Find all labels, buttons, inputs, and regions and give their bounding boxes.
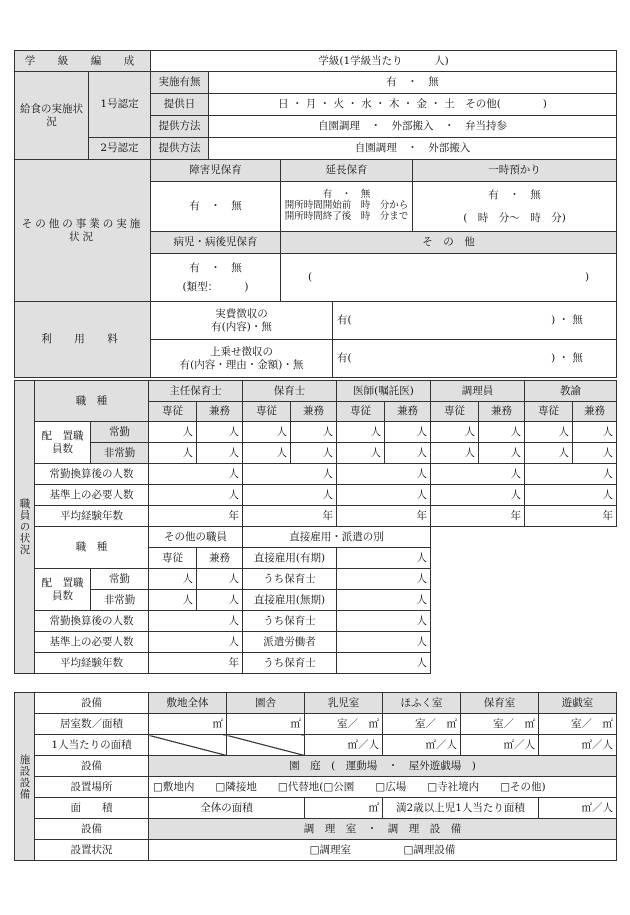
senju-header: 専従	[525, 402, 573, 422]
hijokin-label: 非常勤	[91, 590, 149, 611]
per-label: 1人当たりの面積	[35, 735, 149, 756]
riyoryo-r2-label	[151, 340, 333, 378]
nin-cell: 人	[431, 464, 525, 485]
sonota-label: その他の事業の実施状況	[15, 160, 151, 302]
menseki-label: 面 積	[35, 798, 149, 819]
shitsu-cell: 室／ ㎡	[461, 714, 539, 735]
teien-header: 園 庭 ( 運動場 ・ 屋外遊戯場 )	[149, 756, 617, 777]
nen-cell: 年	[149, 506, 243, 527]
nin-cell: 人	[525, 464, 617, 485]
sonota-v4a: 有 ・ 無	[189, 262, 242, 275]
nin-cell: 人	[149, 422, 197, 443]
nin-cell: 人	[573, 422, 617, 443]
kenmu-header: 兼務	[479, 402, 525, 422]
senju-header: 専従	[337, 402, 385, 422]
kyushoku-row-value: 日 ・ 月 ・ 火 ・ 水 ・ 木 ・ 金 ・ 土 その他( )	[209, 94, 617, 116]
sonota-v2c: 開所時間終了後 時 分まで	[284, 210, 409, 222]
m2-cell: ㎡	[305, 798, 383, 819]
nin-cell: 人	[525, 443, 573, 464]
nin-cell: 人	[291, 422, 337, 443]
chori-header: 調 理 室 ・ 調 理 設 備	[149, 819, 617, 840]
nin-cell: 人	[337, 653, 431, 674]
jokyo-options: □調理室 □調理設備	[149, 840, 617, 861]
kenmu-header: 兼務	[197, 548, 243, 569]
nin-cell: 人	[385, 422, 431, 443]
sonota-v2b: 開所時間開始前 時 分から	[284, 200, 409, 212]
basho-options: □敷地内 □隣接地 □代替地(□公園 □広場 □寺社境内 □その他)	[149, 777, 617, 798]
shisetsu-label: 施設設備	[15, 693, 35, 861]
nin-cell: 人	[337, 485, 431, 506]
zentai-label: 全体の面積	[149, 798, 305, 819]
nin-cell: 人	[149, 590, 197, 611]
nen-cell: 年	[431, 506, 525, 527]
jokin-row	[15, 422, 617, 443]
senju-header: 専従	[149, 402, 197, 422]
kyushoku-row-label: 提供日	[151, 94, 209, 116]
m2-cell: ㎡	[149, 714, 227, 735]
shitsu-cell: 室／ ㎡	[539, 714, 617, 735]
sonota-v3b: ( 時 分～ 時 分)	[463, 211, 566, 224]
riyoryo-r1a: 実費徴収の	[215, 308, 268, 321]
nin-cell: 人	[337, 548, 431, 569]
nin-cell: 人	[149, 443, 197, 464]
nin-cell: 人	[525, 422, 573, 443]
nin-cell: 人	[243, 485, 337, 506]
facility-col: 敷地全体	[149, 693, 227, 714]
sonota-v4b: (類型： )	[182, 280, 249, 293]
facility-col: 保育室	[461, 693, 539, 714]
shitsu-cell: 室／ ㎡	[383, 714, 461, 735]
sonota-h1: 障害児保育	[151, 160, 281, 182]
chokusetsu-row-label: うち保育士	[243, 569, 337, 590]
kyushoku-row-value: 有 ・ 無	[209, 72, 617, 94]
m2-per-cell: ㎡／人	[383, 735, 461, 756]
nin-cell: 人	[197, 422, 243, 443]
form-table-facility	[14, 692, 617, 861]
nin-cell: 人	[385, 443, 431, 464]
kansan-label: 常勤換算後の人数	[35, 464, 149, 485]
m2-per-cell: ㎡／人	[539, 798, 617, 819]
m2-per-cell: ㎡／人	[461, 735, 539, 756]
nin-cell: 人	[479, 443, 525, 464]
sonota-v4	[151, 254, 281, 302]
riyoryo-r2b: 有(内容・理由・金額)・無	[179, 358, 304, 371]
shokushu-label: 職 種	[35, 381, 149, 422]
riyoryo-r2-value: 有( ) ・ 無	[333, 340, 617, 378]
kyushoku-2go: 2号認定	[89, 138, 151, 160]
kyushoku-row-value: 自園調理 ・ 外部搬入	[209, 138, 617, 160]
m2-per-cell: ㎡／人	[305, 735, 383, 756]
type-header: 調理員	[431, 381, 525, 402]
kyushoku-row-label: 提供方法	[151, 138, 209, 160]
hitsuyo-label: 基準上の必要人数	[35, 485, 149, 506]
sonota-v2a: 有 ・ 無	[322, 189, 371, 201]
nin-cell: 人	[149, 569, 197, 590]
riyoryo-label: 利 用 料	[15, 302, 151, 378]
man2-label: 満2歳以上児1人当たり面積	[383, 798, 539, 819]
facility-col: 乳児室	[305, 693, 383, 714]
other-staff-header: その他の職員	[149, 527, 243, 548]
nin-cell: 人	[149, 485, 243, 506]
shokushu-label-2: 職 種	[35, 527, 149, 569]
nin-cell: 人	[243, 422, 291, 443]
basho-label: 設置場所	[35, 777, 149, 798]
senju-header: 専従	[431, 402, 479, 422]
sonota-v3a: 有 ・ 無	[488, 189, 541, 202]
shokuin-label: 職員の状況	[15, 381, 35, 674]
shitsu-cell: 室／ ㎡	[305, 714, 383, 735]
nen-cell: 年	[525, 506, 617, 527]
riyoryo-r2a: 上乗せ徴収の	[210, 346, 273, 359]
facility-col: 園舎	[227, 693, 305, 714]
nin-cell: 人	[243, 464, 337, 485]
riyoryo-r1-value: 有( ) ・ 無	[333, 302, 617, 340]
kansan-label-2: 常勤換算後の人数	[35, 611, 149, 632]
sonota-v5: ( )	[281, 254, 617, 302]
m2-cell: ㎡	[227, 714, 305, 735]
sonota-v1: 有 ・ 無	[151, 182, 281, 232]
nin-cell: 人	[573, 443, 617, 464]
nin-cell: 人	[337, 443, 385, 464]
kyushoku-label: 給食の実施状況	[15, 72, 89, 160]
chokusetsu-row-label: 直接雇用(有期)	[243, 548, 337, 569]
type-header: 教諭	[525, 381, 617, 402]
type-header: 医師(嘱託医)	[337, 381, 431, 402]
nin-cell: 人	[337, 632, 431, 653]
nin-cell: 人	[525, 485, 617, 506]
setsubi-label: 設備	[35, 693, 149, 714]
gakkyu-label: 学 級 編 成	[15, 51, 151, 72]
senju-header: 専従	[149, 548, 197, 569]
chokusetsu-row-label: うち保育士	[243, 611, 337, 632]
gakkyu-value: 学級(1学級当たり 人)	[151, 51, 617, 72]
kenmu-header: 兼務	[385, 402, 431, 422]
nin-cell: 人	[337, 464, 431, 485]
kenmu-header: 兼務	[291, 402, 337, 422]
nin-cell: 人	[431, 485, 525, 506]
nin-cell: 人	[337, 590, 431, 611]
diagonal-cell	[227, 735, 305, 756]
jokin-label: 常勤	[91, 422, 149, 443]
nin-cell: 人	[243, 443, 291, 464]
facility-col: ほふく室	[383, 693, 461, 714]
type-header: 主任保育士	[149, 381, 243, 402]
setsubi-label: 設備	[35, 819, 149, 840]
haichi-label: 配 置職員数	[35, 422, 91, 464]
kenmu-header: 兼務	[197, 402, 243, 422]
sonota-h4: 病児・病後児保育	[151, 232, 281, 254]
m2-per-cell: ㎡／人	[539, 735, 617, 756]
form-table-staff	[14, 380, 617, 674]
blank-area	[431, 527, 617, 674]
chokusetsu-header: 直接雇用・派遣の別	[243, 527, 431, 548]
keiken-label-2: 平均経験年数	[35, 653, 149, 674]
setsubi-label: 設備	[35, 756, 149, 777]
nin-cell: 人	[431, 422, 479, 443]
form-table-upper	[14, 50, 617, 378]
sonota-h5: そ の 他	[281, 232, 617, 254]
riyoryo-r1-label	[151, 302, 333, 340]
chokusetsu-row-label: 直接雇用(無期)	[243, 590, 337, 611]
nin-cell: 人	[149, 464, 243, 485]
nin-cell: 人	[197, 443, 243, 464]
kyushoku-row-label: 提供方法	[151, 116, 209, 138]
nin-cell: 人	[337, 569, 431, 590]
kyushoku-row-value: 自園調理 ・ 外部搬入 ・ 弁当持参	[209, 116, 617, 138]
nin-cell: 人	[291, 443, 337, 464]
nen-cell: 年	[149, 653, 243, 674]
sonota-h2: 延長保育	[281, 160, 413, 182]
type-header: 保育士	[243, 381, 337, 402]
keiken-label: 平均経験年数	[35, 506, 149, 527]
diagonal-cell	[149, 735, 227, 756]
jokyo-label: 設置状況	[35, 840, 149, 861]
sonota-v2	[281, 182, 413, 232]
nin-cell: 人	[337, 422, 385, 443]
sonota-v3	[413, 182, 617, 232]
nen-cell: 年	[337, 506, 431, 527]
nin-cell: 人	[431, 443, 479, 464]
nin-cell: 人	[197, 569, 243, 590]
riyoryo-r1b: 有(内容)・無	[211, 320, 272, 333]
kyoshitsu-label: 居室数／面積	[35, 714, 149, 735]
chokusetsu-row-label: うち保育士	[243, 653, 337, 674]
nin-cell: 人	[149, 611, 243, 632]
kyushoku-row-label: 実施有無	[151, 72, 209, 94]
nin-cell: 人	[197, 590, 243, 611]
haichi-label-2: 配 置職員数	[35, 569, 91, 611]
sonota-h3: 一時預かり	[413, 160, 617, 182]
senju-header: 専従	[243, 402, 291, 422]
facility-col: 遊戯室	[539, 693, 617, 714]
nin-cell: 人	[337, 611, 431, 632]
kenmu-header: 兼務	[573, 402, 617, 422]
chokusetsu-row-label: 派遣労働者	[243, 632, 337, 653]
kyushoku-1go: 1号認定	[89, 72, 151, 138]
hijokin-row	[15, 443, 617, 464]
hitsuyo-label-2: 基準上の必要人数	[35, 632, 149, 653]
jokin-label: 常勤	[91, 569, 149, 590]
nin-cell: 人	[149, 632, 243, 653]
nen-cell: 年	[243, 506, 337, 527]
hijokin-label: 非常勤	[91, 443, 149, 464]
nin-cell: 人	[479, 422, 525, 443]
